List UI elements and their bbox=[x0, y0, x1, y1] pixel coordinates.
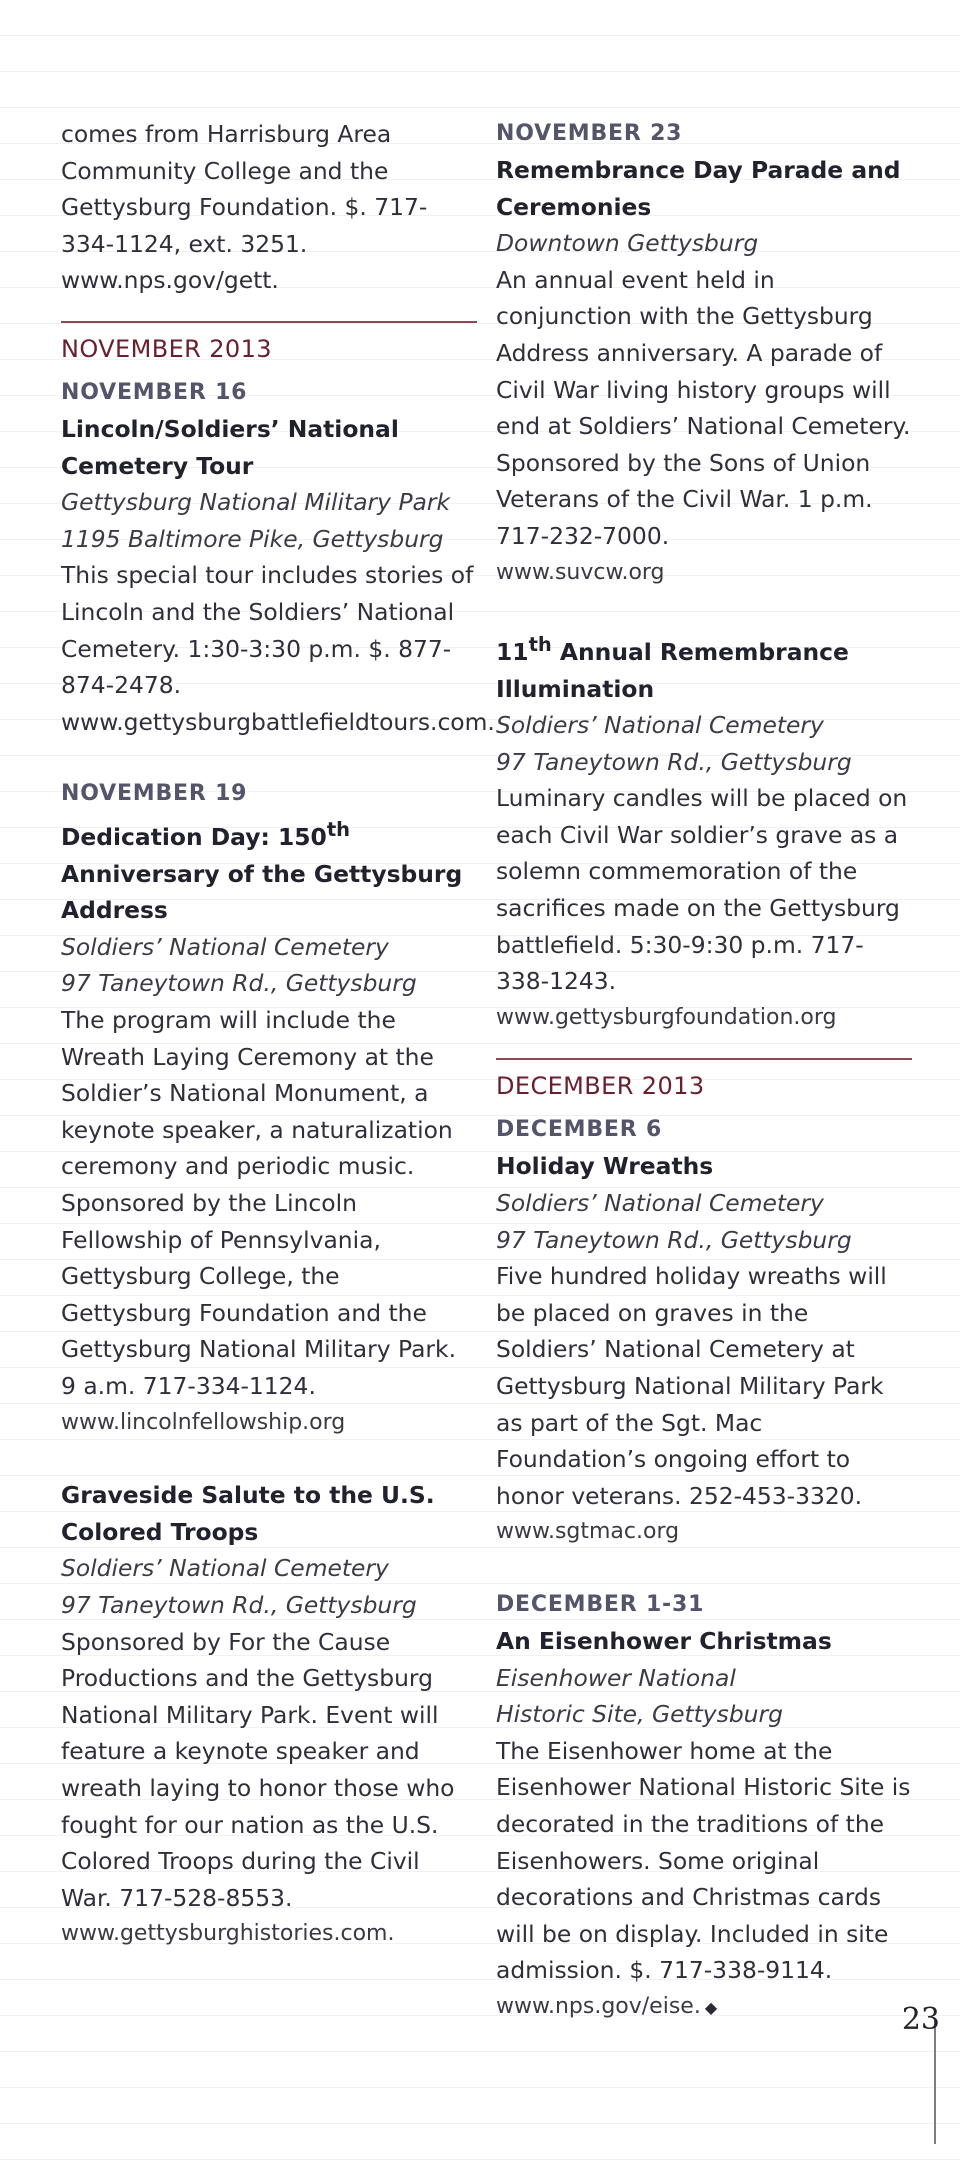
event-date: NOVEMBER 16 bbox=[61, 379, 248, 405]
event-location: Soldiers’ National Cemetery bbox=[61, 932, 389, 961]
event-title: Graveside Salute to the U.S. Colored Troops bbox=[61, 1481, 435, 1546]
event-date: DECEMBER 1-31 bbox=[496, 1591, 705, 1617]
event-remembrance-illumination bbox=[496, 627, 912, 1036]
event-graveside-salute bbox=[61, 1477, 477, 1953]
event-address: 1195 Baltimore Pike, Gettysburg bbox=[61, 524, 444, 553]
event-location: Soldiers’ National Cemetery bbox=[496, 711, 824, 740]
event-lincoln-tour bbox=[61, 375, 495, 740]
event-url[interactable]: www.lincolnfellowship.org bbox=[61, 1409, 346, 1435]
event-location: Soldiers’ National Cemetery bbox=[61, 1554, 389, 1583]
event-title-rest: Annual Remembrance Illumination bbox=[496, 637, 849, 703]
event-url bbox=[496, 1989, 912, 2027]
event-url[interactable]: www.gettysburgfoundation.org bbox=[496, 1004, 837, 1030]
event-title-number: 11 bbox=[496, 637, 529, 666]
event-location: Downtown Gettysburg bbox=[496, 229, 759, 258]
event-description: An annual event held in conjunction with the Gettysburg Address anniversary. A parade of Civil War living history groups will end at Soldiers’ National Cemetery. Sponsored by the Sons of Union Veterans of the Civil War. 1 p.m. 717-232-7000. bbox=[496, 265, 911, 550]
event-title-part-2: Anniversary of the Gettysburg Address bbox=[61, 859, 463, 925]
event-address: 97 Taneytown Rd., Gettysburg bbox=[496, 1225, 852, 1254]
month-heading-december: DECEMBER 2013 bbox=[496, 1072, 705, 1101]
intro-text: comes from Harrisburg Area Community College and the Gettysburg Foundation. $. 717-334-1124, ext. 3251. www.nps.gov/gett. bbox=[61, 120, 428, 295]
event-date: DECEMBER 6 bbox=[496, 1117, 663, 1143]
event-url[interactable]: www.gettysburghistories.com. bbox=[61, 1921, 395, 1947]
left-column bbox=[61, 116, 495, 1953]
month-divider bbox=[61, 321, 477, 323]
event-eisenhower-christmas bbox=[496, 1587, 912, 2027]
page-number: 23 bbox=[901, 2002, 940, 2037]
event-url[interactable]: www.suvcw.org bbox=[496, 559, 665, 585]
event-dedication-day bbox=[61, 776, 477, 1441]
event-remembrance-parade bbox=[496, 116, 912, 591]
event-address: 97 Taneytown Rd., Gettysburg bbox=[61, 969, 417, 998]
event-description: Luminary candles will be placed on each Civil War soldier’s grave as a solemn commemoration of the sacrifices made on the Gettysburg battlefield. 5:30-9:30 p.m. 717-338-1243. bbox=[496, 784, 908, 996]
event-address: Historic Site, Gettysburg bbox=[496, 1700, 783, 1729]
diamond-icon: ◆ bbox=[704, 1997, 718, 2017]
event-url[interactable]: www.sgtmac.org bbox=[496, 1519, 680, 1545]
event-description: This special tour includes stories of Lincoln and the Soldiers’ National Cemetery. 1:30-3:30 p.m. $. 877-874-2478. www.gettysburgbattlefieldtours.com. bbox=[61, 561, 495, 736]
event-description: The program will include the Wreath Laying Ceremony at the Soldier’s National Monument, a keynote speaker, a naturalization ceremony and periodic music. Sponsored by the Lincoln Fellowship of Pennsylvania, Gettysburg College, the Gettysburg Foundation and the Gettysburg National Military Park. 9 a.m. 717-334-1124. bbox=[61, 1006, 457, 1401]
intro-block bbox=[61, 116, 477, 299]
event-date: NOVEMBER 19 bbox=[61, 781, 248, 807]
event-title-superscript: th bbox=[326, 818, 351, 842]
event-address: 97 Taneytown Rd., Gettysburg bbox=[61, 1590, 417, 1619]
event-description: Sponsored by For the Cause Productions and the Gettysburg National Military Park. Event will feature a keynote speaker and wreath laying to honor those who fought for our nation as the U.S. Colored Troops during the Civil War. 717-528-8553. bbox=[61, 1627, 455, 1912]
event-location: Eisenhower National bbox=[496, 1663, 736, 1692]
right-column bbox=[496, 116, 912, 2027]
event-title: Lincoln/Soldiers’ National Cemetery Tour bbox=[61, 414, 399, 480]
event-location: Soldiers’ National Cemetery bbox=[496, 1189, 824, 1218]
event-holiday-wreaths bbox=[496, 1112, 912, 1551]
event-url-link[interactable]: www.nps.gov/eise. bbox=[496, 1993, 701, 2019]
event-date: NOVEMBER 23 bbox=[496, 121, 683, 146]
event-description: The Eisenhower home at the Eisenhower National Historic Site is decorated in the traditions of the Eisenhowers. Some original decorations and Christmas cards will be on display. Included in site admission. $. 717-338-9114. bbox=[496, 1736, 911, 1985]
event-title: An Eisenhower Christmas bbox=[496, 1626, 832, 1655]
event-title-superscript: th bbox=[528, 633, 552, 657]
event-description: Five hundred holiday wreaths will be placed on graves in the Soldiers’ National Cemetery at Gettysburg National Military Park as part of the Sgt. Mac Foundation’s ongoing effort to honor veterans. 252-453-3320. bbox=[496, 1262, 887, 1510]
event-title-part-1: Dedication Day: 150 bbox=[61, 823, 327, 852]
page-number-rule bbox=[934, 2020, 936, 2144]
event-title bbox=[496, 627, 912, 707]
event-title: Remembrance Day Parade and Ceremonies bbox=[496, 156, 901, 221]
month-divider bbox=[496, 1058, 912, 1060]
event-location: Gettysburg National Military Park bbox=[61, 488, 451, 517]
event-title bbox=[61, 812, 477, 929]
event-address: 97 Taneytown Rd., Gettysburg bbox=[496, 747, 852, 776]
event-title: Holiday Wreaths bbox=[496, 1152, 714, 1181]
month-heading-november: NOVEMBER 2013 bbox=[61, 334, 272, 363]
